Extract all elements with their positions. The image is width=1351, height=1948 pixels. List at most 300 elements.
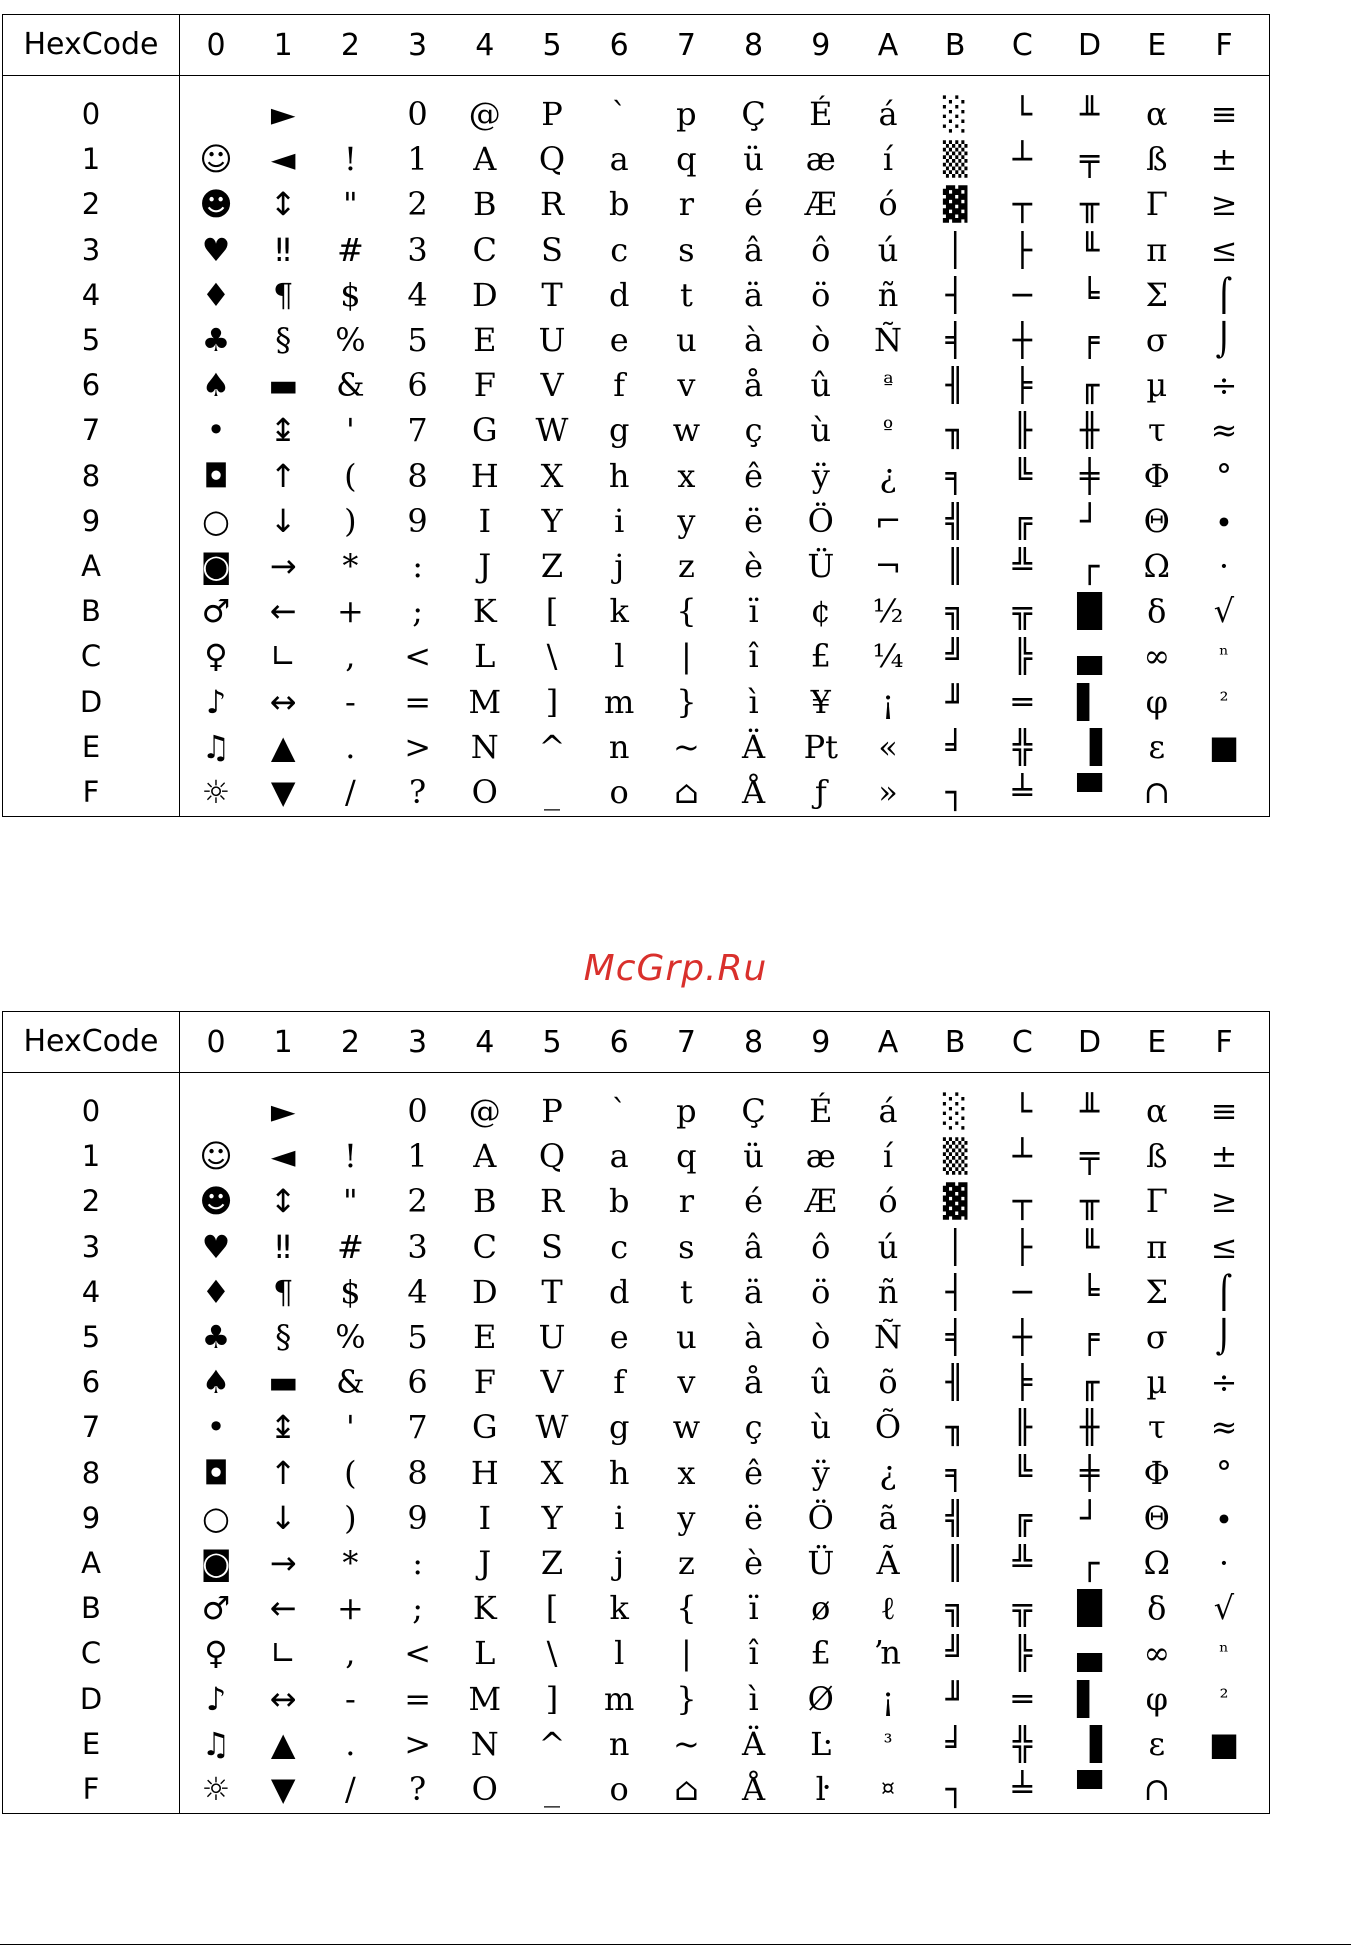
char-cell-8C: ╚ bbox=[1012, 1453, 1033, 1492]
char-cell-0D: ╨ bbox=[1079, 95, 1100, 133]
char-cell-34: C bbox=[472, 1227, 498, 1266]
char-cell-D0: ♪ bbox=[205, 1679, 227, 1718]
char-cell-C8: î bbox=[748, 1634, 759, 1673]
char-cell-A0: ◙ bbox=[200, 1544, 232, 1582]
char-cell-E8: Ä bbox=[742, 727, 766, 766]
char-cell-BA: ½ bbox=[872, 592, 904, 631]
char-cell-AC: ╩ bbox=[1012, 547, 1033, 585]
char-cell-6E: µ bbox=[1146, 366, 1168, 405]
char-cell-51: § bbox=[275, 321, 292, 359]
char-cell-3E: π bbox=[1146, 1227, 1168, 1266]
char-cell-DE: φ bbox=[1145, 682, 1168, 721]
char-cell-21: ↕ bbox=[269, 1182, 297, 1221]
char-cell-4B: ┤ bbox=[945, 275, 965, 314]
char-cell-BA: ℓ bbox=[880, 1589, 896, 1628]
char-cell-60: ♠ bbox=[201, 366, 231, 405]
col-head-6: 6 bbox=[609, 1025, 629, 1060]
row-head-8: 8 bbox=[81, 458, 101, 493]
char-cell-CC: ╠ bbox=[1012, 1634, 1033, 1673]
char-cell-05: P bbox=[541, 1092, 563, 1130]
char-cell-F8: Å bbox=[742, 1770, 766, 1808]
char-cell-2F: ≥ bbox=[1210, 185, 1238, 224]
char-cell-CC: ╠ bbox=[1012, 637, 1033, 676]
char-cell-78: ç bbox=[744, 1408, 763, 1447]
char-cell-40: ♦ bbox=[201, 1272, 231, 1311]
char-cell-5A: Ñ bbox=[874, 321, 902, 359]
char-cell-69: û bbox=[810, 1363, 832, 1402]
char-cell-28: é bbox=[744, 185, 764, 224]
char-cell-90: ○ bbox=[202, 1498, 230, 1537]
char-cell-64: F bbox=[473, 366, 496, 405]
char-cell-A6: j bbox=[614, 1544, 625, 1582]
char-cell-9B: ╣ bbox=[945, 501, 965, 540]
char-cell-AA: Ã bbox=[876, 1544, 900, 1582]
row-head-F: F bbox=[82, 775, 100, 809]
char-cell-65: V bbox=[540, 1363, 564, 1402]
char-cell-1B: ▒ bbox=[942, 1137, 968, 1176]
char-cell-8B: ╕ bbox=[945, 1453, 965, 1492]
hexcode-label: HexCode bbox=[23, 1024, 159, 1059]
char-cell-66: f bbox=[613, 1363, 626, 1402]
char-cell-D3: = bbox=[404, 1679, 431, 1718]
char-cell-57: u bbox=[676, 1318, 697, 1356]
char-cell-1F: ± bbox=[1210, 140, 1238, 179]
char-cell-0A: á bbox=[878, 1092, 898, 1130]
char-cell-9A: ⌐ bbox=[874, 501, 902, 540]
char-cell-B0: ♂ bbox=[201, 1589, 231, 1628]
char-cell-C2: , bbox=[345, 1634, 356, 1673]
char-cell-D7: } bbox=[676, 682, 697, 721]
char-cell-66: f bbox=[613, 366, 626, 405]
char-cell-1C: ┴ bbox=[1012, 140, 1033, 179]
char-cell-12: ! bbox=[343, 1137, 357, 1176]
char-cell-93: 9 bbox=[407, 501, 428, 540]
char-cell-91: ↓ bbox=[269, 501, 297, 540]
char-cell-E5: ^ bbox=[538, 1724, 566, 1763]
char-cell-60: ♠ bbox=[201, 1363, 231, 1402]
char-cell-99: Ö bbox=[807, 501, 834, 540]
char-cell-EB: ╛ bbox=[945, 727, 965, 766]
char-cell-8B: ╕ bbox=[945, 456, 965, 495]
char-cell-B6: k bbox=[609, 1589, 629, 1628]
char-cell-82: ( bbox=[344, 1453, 357, 1492]
char-cell-06: ` bbox=[611, 1092, 628, 1130]
char-cell-1A: í bbox=[882, 1137, 894, 1176]
char-cell-C5: \ bbox=[546, 1634, 558, 1673]
char-cell-84: H bbox=[470, 1453, 499, 1492]
char-cell-B3: ; bbox=[412, 592, 423, 631]
char-cell-5C: ┼ bbox=[1012, 1318, 1033, 1356]
char-cell-CD: ▄ bbox=[1077, 637, 1102, 676]
char-cell-EF: ■ bbox=[1208, 727, 1240, 766]
char-cell-8F: ° bbox=[1216, 456, 1232, 495]
char-cell-96: i bbox=[614, 501, 625, 540]
char-cell-41: ¶ bbox=[273, 1272, 294, 1311]
char-cell-95: Y bbox=[541, 501, 563, 540]
char-cell-CA: ŉ bbox=[874, 1634, 902, 1673]
char-cell-4F: ⌠ bbox=[1215, 1272, 1233, 1311]
char-cell-3C: ├ bbox=[1012, 1227, 1033, 1266]
char-cell-B5: [ bbox=[545, 592, 559, 631]
char-cell-89: ÿ bbox=[811, 456, 830, 495]
char-cell-11: ◄ bbox=[270, 140, 296, 179]
char-cell-30: ♥ bbox=[201, 1227, 231, 1266]
char-cell-A5: Z bbox=[540, 547, 564, 585]
char-cell-AB: ║ bbox=[945, 1544, 965, 1582]
hexcode-label: HexCode bbox=[23, 27, 159, 62]
char-cell-3B: │ bbox=[945, 1227, 965, 1266]
row-head-5: 5 bbox=[81, 1320, 101, 1354]
char-cell-86: h bbox=[608, 1453, 630, 1492]
char-cell-78: ç bbox=[744, 411, 763, 450]
char-cell-08: Ç bbox=[741, 95, 766, 133]
char-cell-2A: ó bbox=[878, 1182, 898, 1221]
char-cell-DC: ═ bbox=[1012, 1679, 1033, 1718]
char-cell-8F: ° bbox=[1216, 1453, 1232, 1492]
char-cell-45: T bbox=[541, 1272, 563, 1311]
char-cell-A3: : bbox=[412, 1544, 423, 1582]
char-cell-CF: ⁿ bbox=[1219, 1640, 1229, 1666]
char-cell-30: ♥ bbox=[201, 230, 231, 269]
char-cell-47: t bbox=[679, 1272, 693, 1311]
char-cell-E2: . bbox=[345, 727, 356, 766]
char-cell-26: b bbox=[608, 185, 630, 224]
char-cell-7C: ╟ bbox=[1012, 411, 1033, 450]
char-cell-A1: → bbox=[269, 1544, 297, 1582]
col-head-7: 7 bbox=[676, 1025, 696, 1060]
char-cell-A0: ◙ bbox=[200, 547, 232, 585]
char-cell-15: Q bbox=[538, 1137, 566, 1176]
char-cell-80: ◘ bbox=[203, 1453, 229, 1492]
char-cell-09: É bbox=[809, 95, 833, 133]
row-head-7: 7 bbox=[81, 1410, 101, 1445]
char-cell-91: ↓ bbox=[269, 1498, 297, 1537]
char-cell-02 bbox=[317, 1089, 383, 1133]
char-cell-F8: Å bbox=[742, 773, 766, 811]
char-cell-52: % bbox=[335, 1318, 366, 1356]
char-cell-53: 5 bbox=[407, 1318, 428, 1356]
char-cell-06: ` bbox=[611, 95, 628, 133]
row-head-D: D bbox=[79, 684, 103, 719]
char-cell-D4: M bbox=[468, 1679, 502, 1718]
char-cell-7C: ╟ bbox=[1012, 1408, 1033, 1447]
char-cell-A2: * bbox=[342, 547, 359, 585]
char-cell-A9: Ü bbox=[807, 1544, 835, 1582]
row-head-E: E bbox=[81, 1726, 101, 1761]
char-cell-C3: < bbox=[404, 637, 431, 676]
char-cell-4E: Σ bbox=[1145, 275, 1169, 314]
char-cell-10: ☺ bbox=[199, 140, 233, 179]
char-cell-C6: l bbox=[614, 1634, 625, 1673]
char-cell-39: ô bbox=[811, 1227, 831, 1266]
char-cell-15: Q bbox=[538, 140, 566, 179]
row-head-F: F bbox=[82, 1772, 100, 1806]
char-cell-2A: ó bbox=[878, 185, 898, 224]
row-head-0: 0 bbox=[81, 97, 101, 131]
char-cell-03: 0 bbox=[407, 1092, 428, 1130]
char-cell-74: G bbox=[472, 411, 498, 450]
char-cell-8E: Φ bbox=[1143, 456, 1170, 495]
char-cell-E2: . bbox=[345, 1724, 356, 1763]
char-cell-1A: í bbox=[882, 140, 894, 179]
char-cell-E0: ♫ bbox=[201, 1724, 231, 1763]
char-cell-F6: o bbox=[609, 773, 629, 811]
row-head-E: E bbox=[81, 729, 101, 764]
char-cell-75: W bbox=[535, 411, 569, 450]
char-cell-49: ö bbox=[811, 1272, 831, 1311]
row-head-6: 6 bbox=[81, 1365, 101, 1400]
row-head-9: 9 bbox=[81, 503, 101, 538]
char-cell-3F: ≤ bbox=[1210, 1227, 1238, 1266]
char-cell-71: ↨ bbox=[269, 411, 297, 450]
char-cell-17: q bbox=[676, 140, 697, 179]
char-cell-D1: ↔ bbox=[269, 682, 297, 721]
col-head-A: A bbox=[877, 1025, 899, 1060]
char-cell-E8: Ä bbox=[742, 1724, 766, 1763]
char-cell-5E: σ bbox=[1145, 1318, 1168, 1356]
char-cell-3C: ├ bbox=[1012, 230, 1033, 269]
char-cell-51: § bbox=[275, 1318, 292, 1356]
char-cell-2C: ┬ bbox=[1012, 1182, 1033, 1221]
char-cell-AE: Ω bbox=[1143, 547, 1171, 585]
char-cell-4A: ñ bbox=[877, 275, 899, 314]
char-cell-E7: ~ bbox=[672, 1724, 700, 1763]
row-head-4: 4 bbox=[81, 1274, 101, 1309]
char-cell-D7: } bbox=[676, 1679, 697, 1718]
char-cell-3F: ≤ bbox=[1210, 230, 1238, 269]
char-cell-5B: ╡ bbox=[945, 1318, 965, 1356]
char-cell-9C: ╔ bbox=[1012, 501, 1033, 540]
row-head-7: 7 bbox=[81, 413, 101, 448]
char-cell-9B: ╣ bbox=[945, 1498, 965, 1537]
char-cell-38: â bbox=[744, 230, 764, 269]
col-head-8: 8 bbox=[744, 28, 764, 63]
char-cell-32: # bbox=[336, 1227, 364, 1266]
char-cell-F7: ⌂ bbox=[674, 1770, 699, 1808]
char-cell-5A: Ñ bbox=[874, 1318, 902, 1356]
col-head-C: C bbox=[1011, 28, 1033, 63]
char-cell-7A: º bbox=[882, 417, 894, 443]
char-cell-9F: ∙ bbox=[1216, 501, 1232, 540]
char-cell-31: ‼ bbox=[275, 1227, 291, 1266]
char-cell-2E: Γ bbox=[1145, 185, 1168, 224]
char-cell-29: Æ bbox=[804, 1182, 837, 1221]
char-cell-43: 4 bbox=[407, 1272, 428, 1311]
char-cell-0E: α bbox=[1145, 1092, 1168, 1130]
char-cell-D5: ] bbox=[545, 1679, 559, 1718]
char-cell-8C: ╚ bbox=[1012, 456, 1033, 495]
char-cell-B8: ï bbox=[748, 1589, 759, 1628]
col-head-3: 3 bbox=[408, 1025, 428, 1060]
char-cell-55: U bbox=[538, 321, 566, 359]
char-cell-ED: ▐ bbox=[1077, 1724, 1102, 1763]
char-cell-31: ‼ bbox=[275, 230, 291, 269]
char-cell-FA: ¤ bbox=[881, 1776, 895, 1801]
char-cell-9E: Θ bbox=[1143, 1498, 1170, 1537]
char-cell-D9: ¥ bbox=[810, 682, 831, 721]
char-cell-69: û bbox=[810, 366, 832, 405]
char-cell-5D: ╒ bbox=[1079, 1318, 1100, 1356]
char-cell-F6: o bbox=[609, 1770, 629, 1808]
char-cell-7F: ≈ bbox=[1210, 411, 1238, 450]
char-cell-17: q bbox=[676, 1137, 697, 1176]
char-cell-2B: ▓ bbox=[942, 1182, 968, 1221]
char-cell-EF: ■ bbox=[1208, 1724, 1240, 1763]
char-cell-A8: è bbox=[744, 547, 764, 585]
char-cell-B9: ¢ bbox=[810, 592, 831, 631]
char-cell-92: ) bbox=[344, 501, 357, 540]
char-cell-A9: Ü bbox=[807, 547, 835, 585]
char-cell-2D: ╥ bbox=[1079, 1182, 1100, 1221]
char-cell-1D: ╤ bbox=[1079, 140, 1100, 179]
char-cell-ED: ▐ bbox=[1077, 727, 1102, 766]
char-cell-0D: ╨ bbox=[1079, 1092, 1100, 1130]
col-head-9: 9 bbox=[811, 1025, 831, 1060]
col-head-6: 6 bbox=[609, 28, 629, 63]
char-cell-75: W bbox=[535, 1408, 569, 1447]
char-cell-85: X bbox=[540, 1453, 564, 1492]
char-cell-2B: ▓ bbox=[942, 185, 968, 224]
char-cell-1E: ß bbox=[1146, 140, 1168, 179]
char-cell-73: 7 bbox=[407, 1408, 428, 1447]
char-cell-37: s bbox=[678, 1227, 695, 1266]
char-cell-CD: ▄ bbox=[1077, 1634, 1102, 1673]
char-cell-5E: σ bbox=[1145, 321, 1168, 359]
char-cell-6A: ª bbox=[882, 372, 894, 398]
char-cell-DF: ² bbox=[1219, 688, 1229, 714]
char-cell-4B: ┤ bbox=[945, 1272, 965, 1311]
char-cell-C4: L bbox=[474, 1634, 496, 1673]
row-head-C: C bbox=[80, 1636, 102, 1671]
char-cell-BD: █ bbox=[1077, 1589, 1102, 1628]
char-cell-0E: α bbox=[1145, 95, 1168, 133]
char-cell-2E: Γ bbox=[1145, 1182, 1168, 1221]
char-cell-94: I bbox=[478, 1498, 492, 1537]
char-cell-B1: ← bbox=[269, 592, 297, 631]
column-divider bbox=[179, 1012, 180, 1813]
char-cell-28: é bbox=[744, 1182, 764, 1221]
char-cell-2D: ╥ bbox=[1079, 185, 1100, 224]
char-cell-EA: ³ bbox=[883, 1730, 893, 1756]
char-cell-48: ä bbox=[744, 275, 764, 314]
char-cell-55: U bbox=[538, 1318, 566, 1356]
row-head-9: 9 bbox=[81, 1500, 101, 1535]
char-cell-FE: ∩ bbox=[1143, 1770, 1171, 1808]
row-head-5: 5 bbox=[81, 323, 101, 357]
char-cell-F0: ☼ bbox=[201, 1770, 231, 1808]
char-cell-42: $ bbox=[340, 275, 361, 314]
char-cell-57: u bbox=[676, 321, 697, 359]
char-cell-C2: , bbox=[345, 637, 356, 676]
char-cell-54: E bbox=[473, 321, 497, 359]
char-cell-97: y bbox=[677, 501, 696, 540]
char-cell-DF: ² bbox=[1219, 1685, 1229, 1711]
char-cell-03: 0 bbox=[407, 95, 428, 133]
char-cell-88: ê bbox=[744, 456, 764, 495]
row-head-1: 1 bbox=[81, 142, 101, 177]
col-head-2: 2 bbox=[340, 28, 360, 63]
char-cell-43: 4 bbox=[407, 275, 428, 314]
char-cell-4A: ñ bbox=[877, 1272, 899, 1311]
char-cell-72: ' bbox=[345, 1408, 355, 1447]
char-cell-F3: ? bbox=[409, 1770, 427, 1808]
char-cell-C6: l bbox=[614, 637, 625, 676]
char-cell-59: ò bbox=[811, 321, 831, 359]
char-cell-04: @ bbox=[468, 95, 501, 133]
char-cell-CF: ⁿ bbox=[1219, 643, 1229, 669]
char-cell-FD: ▀ bbox=[1077, 1770, 1102, 1808]
char-cell-B3: ; bbox=[412, 1589, 423, 1628]
char-cell-A2: * bbox=[342, 1544, 359, 1582]
char-cell-9F: ∙ bbox=[1216, 1498, 1232, 1537]
char-cell-01: ► bbox=[270, 95, 296, 133]
char-cell-84: H bbox=[470, 456, 499, 495]
char-cell-4D: ╘ bbox=[1079, 1272, 1100, 1311]
char-cell-05: P bbox=[541, 95, 563, 133]
page-bottom-rule bbox=[0, 1944, 1351, 1945]
char-cell-D8: ì bbox=[748, 682, 759, 721]
char-cell-23: 2 bbox=[407, 185, 428, 224]
char-cell-DB: ╜ bbox=[945, 1679, 965, 1718]
char-cell-83: 8 bbox=[407, 456, 428, 495]
char-cell-33: 3 bbox=[407, 230, 428, 269]
char-cell-BC: ╦ bbox=[1012, 592, 1033, 631]
char-cell-7F: ≈ bbox=[1210, 1408, 1238, 1447]
char-cell-EE: ε bbox=[1148, 1724, 1166, 1763]
char-cell-67: v bbox=[677, 366, 696, 405]
char-cell-81: ↑ bbox=[269, 456, 297, 495]
col-head-1: 1 bbox=[273, 1025, 293, 1060]
char-cell-A7: z bbox=[677, 1544, 695, 1582]
char-cell-6C: ╞ bbox=[1012, 366, 1033, 405]
row-head-0: 0 bbox=[81, 1094, 101, 1128]
char-cell-38: â bbox=[744, 1227, 764, 1266]
char-cell-44: D bbox=[471, 275, 498, 314]
char-cell-B8: ï bbox=[748, 592, 759, 631]
char-cell-FF bbox=[1191, 770, 1257, 814]
char-cell-98: ë bbox=[744, 501, 764, 540]
char-cell-95: Y bbox=[541, 1498, 563, 1537]
char-cell-BE: δ bbox=[1147, 1589, 1167, 1628]
char-cell-86: h bbox=[608, 456, 630, 495]
char-cell-45: T bbox=[541, 275, 563, 314]
col-head-3: 3 bbox=[408, 28, 428, 63]
char-cell-42: $ bbox=[340, 1272, 361, 1311]
char-cell-3B: │ bbox=[945, 230, 965, 269]
char-cell-A3: : bbox=[412, 547, 423, 585]
char-cell-48: ä bbox=[744, 1272, 764, 1311]
char-cell-BC: ╦ bbox=[1012, 1589, 1033, 1628]
char-cell-1B: ▒ bbox=[942, 140, 968, 179]
char-cell-D2: - bbox=[344, 1679, 356, 1718]
char-cell-6C: ╞ bbox=[1012, 1363, 1033, 1402]
char-cell-4E: Σ bbox=[1145, 1272, 1169, 1311]
char-cell-B6: k bbox=[609, 592, 629, 631]
row-head-B: B bbox=[81, 1591, 101, 1626]
col-head-C: C bbox=[1011, 1025, 1033, 1060]
char-cell-13: 1 bbox=[407, 140, 428, 179]
char-cell-18: ü bbox=[743, 1137, 764, 1176]
char-cell-52: % bbox=[335, 321, 366, 359]
char-cell-3E: π bbox=[1146, 230, 1168, 269]
char-cell-90: ○ bbox=[202, 501, 230, 540]
char-cell-AF: · bbox=[1218, 1544, 1230, 1582]
char-cell-C1: ∟ bbox=[269, 1634, 297, 1673]
char-cell-5C: ┼ bbox=[1012, 321, 1033, 359]
char-cell-E3: > bbox=[404, 727, 431, 766]
row-head-2: 2 bbox=[81, 1184, 101, 1219]
char-cell-62: & bbox=[336, 366, 365, 405]
